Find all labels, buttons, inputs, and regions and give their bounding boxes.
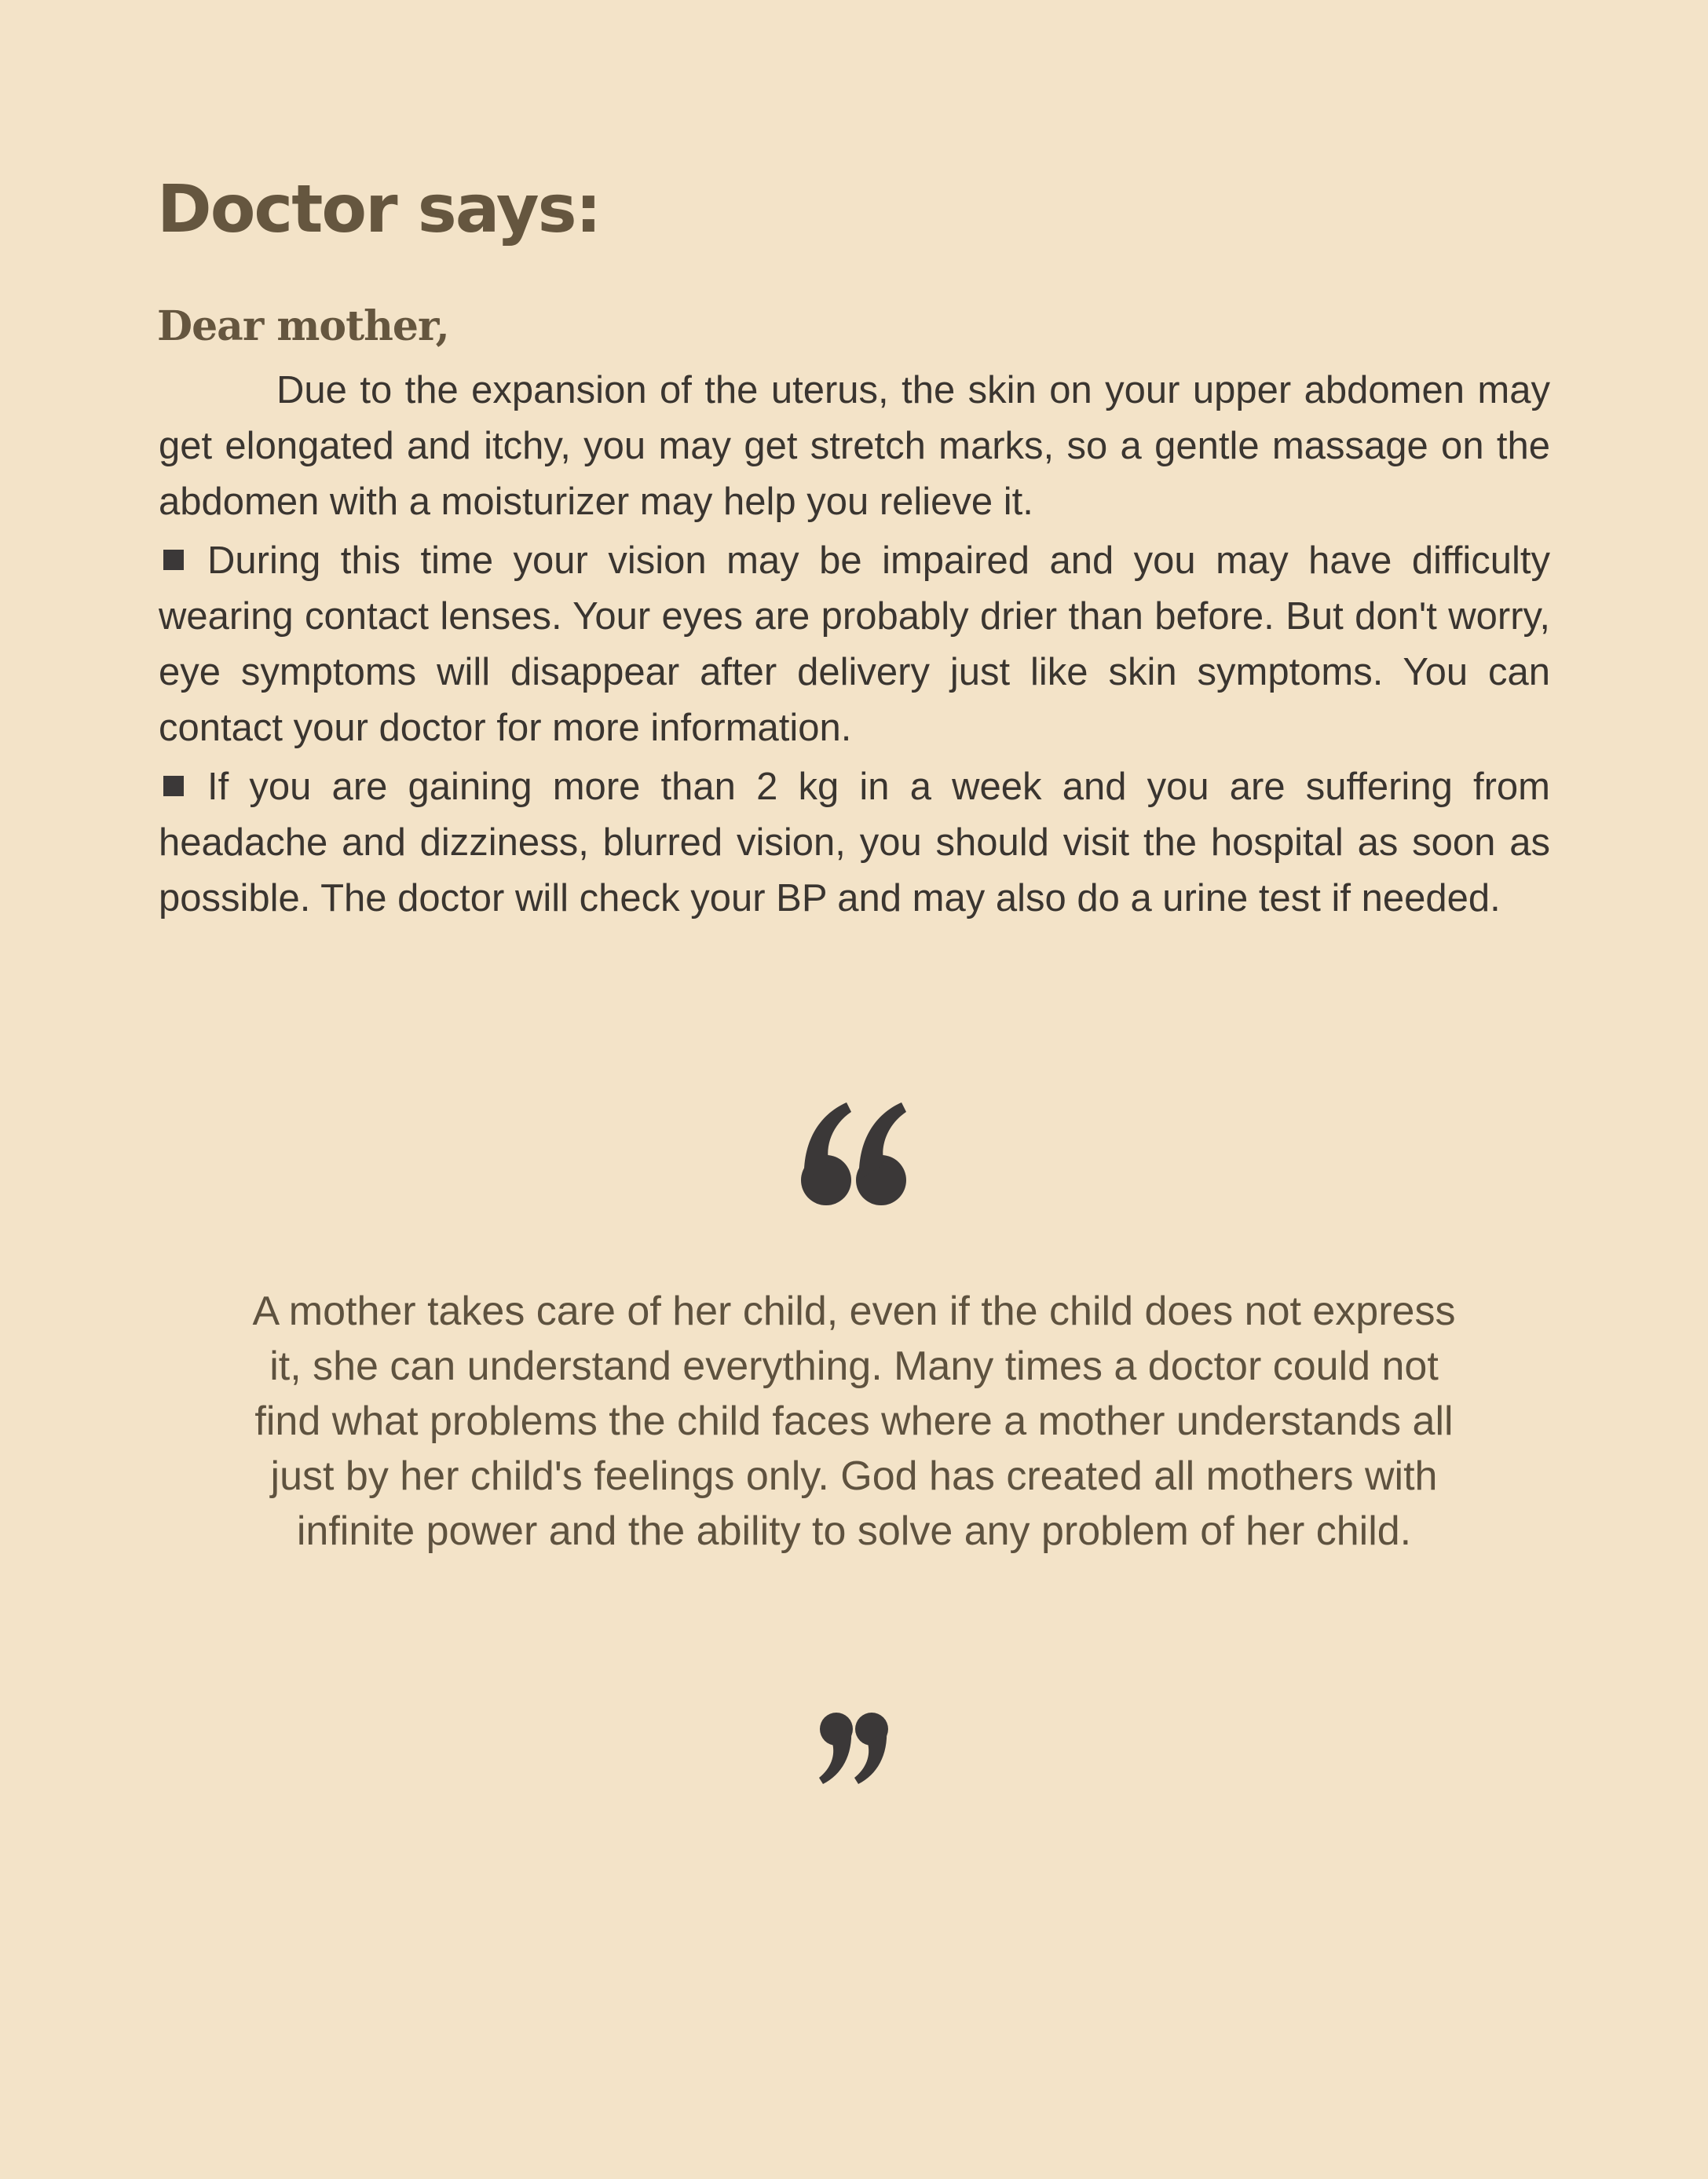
- bullet-item: [159, 759, 1550, 927]
- quote-text: A mother takes care of her child, even if the child does not express it, she can understand everything. Many times a doctor could not find what problems the child faces where a mother understands all just by her child's feelings only. God has created all mothers with infinite power and the ability to solve any problem of her child.: [252, 1289, 1456, 1554]
- bullet-item: [159, 533, 1550, 756]
- bullet-text: If you are gaining more than 2 kg in a week and you are suffering from headache and dizziness, blurred vision, you should visit the hospital as soon as possible. The doctor will check your BP and may also do a urine test if needed.: [159, 766, 1550, 919]
- square-bullet-icon: [163, 776, 184, 796]
- square-bullet-icon: [163, 550, 184, 570]
- intro-paragraph: Due to the expansion of the uterus, the skin on your upper abdomen may get elongated and itchy, you may get stretch marks, so a gentle massage on the abdomen with a moisturizer may help you relieve it.: [159, 369, 1550, 523]
- advice-body: [159, 363, 1550, 927]
- page-title: Doctor says:: [157, 170, 601, 247]
- close-quote-icon: [817, 1712, 891, 1786]
- open-quote-icon: [801, 1099, 907, 1209]
- salutation: Dear mother,: [157, 302, 449, 350]
- bullet-text: During this time your vision may be impaired and you may have difficulty wearing contact lenses. Your eyes are probably drier than before. But don't worry, eye symptoms will disappear after delivery just like skin symptoms. You can contact your doctor for more information.: [159, 539, 1550, 749]
